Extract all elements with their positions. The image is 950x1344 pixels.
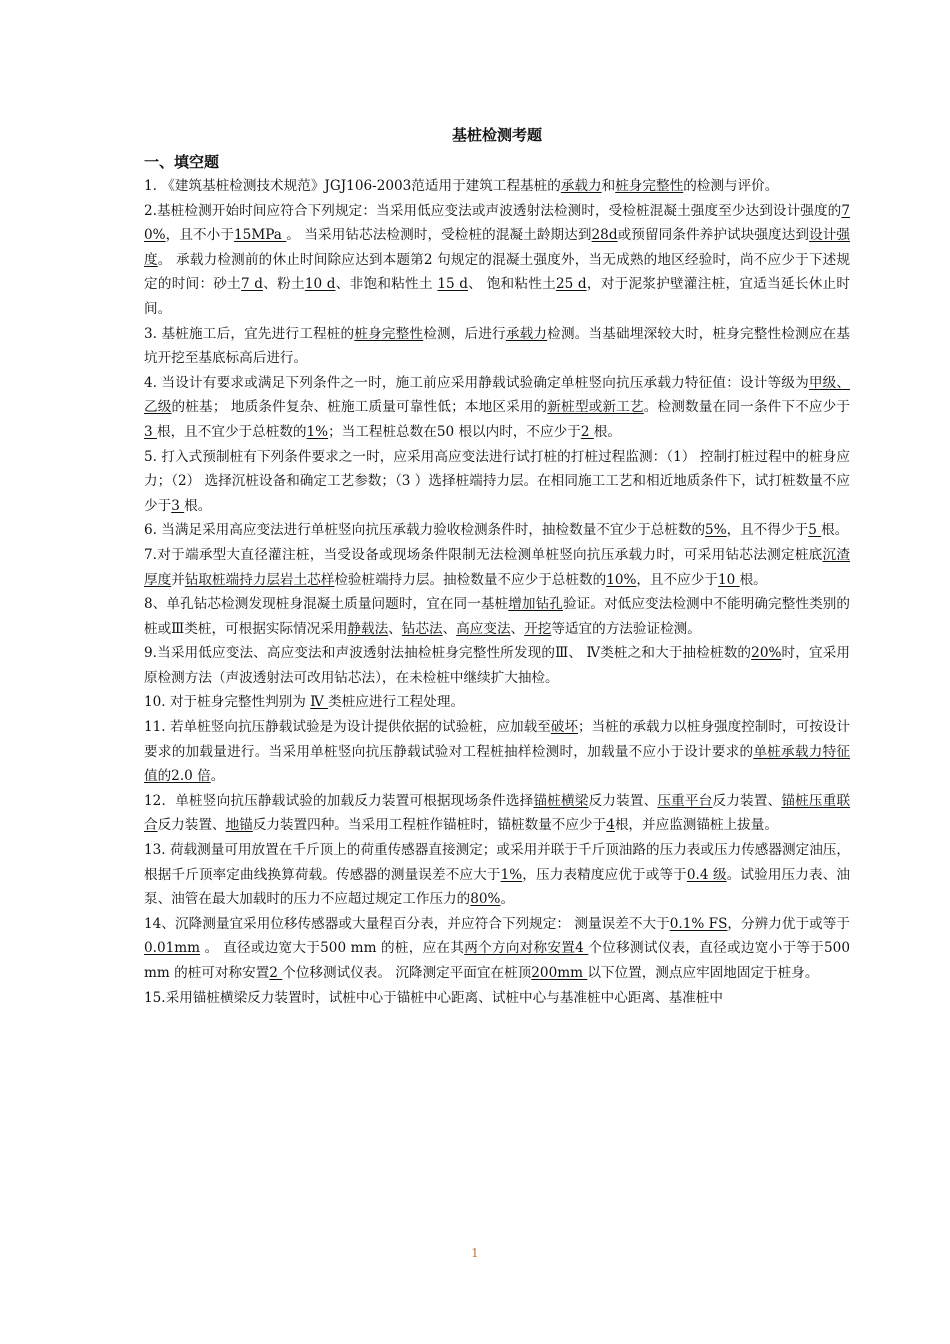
- answer-blank: 10 d: [304, 276, 336, 293]
- answer-blank: 锚桩横梁: [533, 792, 589, 809]
- question-text: ，且不应少于: [636, 571, 718, 588]
- question-text: 反力装置、: [157, 817, 226, 834]
- answer-blank: 7 d: [241, 276, 263, 293]
- question-text: 1. 《建筑基桩检测技术规范》JGJ106-2003范适用于建筑工程基桩的: [144, 178, 561, 194]
- answer-blank: 承载力: [505, 325, 548, 342]
- answer-blank: 2: [269, 965, 283, 981]
- question-text: ，且不得少于: [726, 522, 809, 539]
- question-text: 11. 若单桩竖向抗压静载试验是为设计提供依据的试验桩，应加载至: [144, 719, 551, 736]
- answer-blank: 70%: [144, 202, 850, 244]
- question-text: 2.基桩检测开始时间应符合下列规定：当采用低应变法或声波透射法检测时，受检桩混凝土强度至少达到设计强度的: [144, 202, 842, 219]
- question-text: 根，且不宜少于总桩数的: [156, 423, 307, 440]
- question-item: [144, 789, 850, 838]
- question-text: 。: [210, 768, 225, 785]
- answer-blank: 高应变法: [456, 620, 511, 637]
- document-title: 基桩检测考题: [451, 126, 542, 144]
- question-item: [144, 543, 850, 592]
- answer-blank: 桩身完整性: [615, 178, 684, 194]
- question-text: 检测，后进行: [423, 325, 506, 342]
- question-text: 。: [500, 891, 515, 908]
- question-text: 检验桩端持力层。抽检数量不应少于总桩数的: [334, 571, 607, 588]
- answer-blank: 200mm: [531, 965, 588, 981]
- question-text: 13. 荷载测量可用放置在千斤顶上的荷重传感器直接测定；或采用并联于千斤顶油路的压力表或压力传感器测定油压，根据千斤顶率定曲线换算荷载。传感器的测量误差不应大于: [144, 842, 850, 883]
- question-text: 、粉土: [263, 276, 305, 293]
- answer-blank: 锚桩压重联合: [144, 792, 851, 834]
- question-item: [144, 838, 850, 912]
- question-text: 时，宜采用原检测方法（声波透射法可改用钻芯法），在未检桩中继续扩大抽检。: [144, 645, 851, 686]
- answer-blank: 钻取桩端持力层岩土芯样: [184, 571, 335, 588]
- question-text: ，压力表精度应优于或等于: [522, 866, 687, 883]
- question-text: 类桩应进行工程处理。: [328, 694, 465, 711]
- question-text: 以下位置，测点应牢固地固定于桩身。: [587, 965, 819, 981]
- answer-blank: 开挖: [524, 620, 552, 637]
- question-text: 根。: [184, 497, 212, 514]
- answer-blank: 15MPa: [234, 227, 287, 244]
- question-text: 反力装置、: [588, 792, 658, 809]
- answer-blank: 地锚: [225, 817, 253, 834]
- answer-blank: 10%: [606, 571, 637, 588]
- question-text: ，对于泥浆护壁灌注桩，宜适当延长休止时间。: [144, 276, 851, 317]
- question-text: 根。: [593, 423, 621, 440]
- answer-blank: Ⅳ: [310, 694, 329, 711]
- answer-blank: 压重平台: [657, 792, 713, 809]
- question-text: 5. 打入式预制桩有下列条件要求之一时，应采用高应变法进行试打桩的打桩过程监测：（1） 控制打桩过程中的桩身应力；（2） 选择沉桩设备和确定工艺参数；（3 ）选择桩端持力层。在相同施工工艺和相近地质条件下，试打桩数量不应少于: [144, 448, 850, 514]
- question-text: 或预留同条件养护试块强度达到: [617, 227, 810, 244]
- answer-blank: 20%: [751, 645, 782, 662]
- question-text: 7.对于端承型大直径灌注桩，当受设备或现场条件限制无法检测单桩竖向抗压承载力时，可采用钻芯法测定桩底: [144, 546, 823, 563]
- section-heading: 一、填空题: [144, 153, 220, 171]
- answer-blank: 4: [606, 817, 615, 834]
- question-item: [144, 715, 850, 789]
- question-item: [144, 641, 850, 690]
- question-text: 、: [510, 620, 525, 637]
- answer-blank: 新桩型或新工艺: [547, 399, 644, 416]
- question-item: [144, 322, 850, 371]
- question-item: [144, 199, 850, 322]
- answer-blank: 28d: [591, 227, 618, 244]
- question-item: [144, 518, 850, 543]
- answer-blank: 1%: [306, 423, 329, 440]
- question-text: 、: [442, 620, 457, 637]
- question-item: [144, 371, 850, 445]
- question-item: [144, 986, 850, 1011]
- answer-blank: 单桩承载力特征值的2.0 倍: [144, 743, 851, 785]
- question-item: [144, 592, 850, 641]
- question-text: 根。: [739, 571, 767, 588]
- question-text: 的桩基； 地质条件复杂、桩施工质量可靠性低；本地区采用的: [171, 399, 548, 416]
- question-text: 反力装置、: [712, 792, 782, 809]
- answer-blank: 25 d: [556, 276, 587, 293]
- answer-blank: 增加钻孔: [508, 596, 563, 613]
- question-item: [144, 174, 850, 199]
- question-text: 反力装置四种。当采用工程桩作锚桩时，锚桩数量不应少于: [252, 817, 607, 834]
- question-text: 12．单桩竖向抗压静载试验的加载反力装置可根据现场条件选择: [144, 792, 534, 809]
- answer-blank: 2: [580, 423, 594, 440]
- answer-blank: 3: [144, 423, 157, 440]
- question-text: 个位移测试仪表。 沉降测定平面宜在桩顶: [282, 965, 532, 981]
- answer-blank: 0.4 级: [686, 866, 727, 883]
- page-number: 1: [471, 1246, 479, 1260]
- question-list: [144, 174, 850, 1010]
- question-text: 。 承载力检测前的休止时间除应达到本题第2 句规定的混凝土强度外，当无成熟的地区经验时，尚不应少于下述规定的时间：砂土: [144, 251, 851, 293]
- question-text: 10. 对于桩身完整性判别为: [144, 694, 311, 711]
- answer-blank: 钻芯法: [401, 620, 443, 637]
- question-text: ，且不小于: [165, 227, 235, 244]
- question-text: 和: [601, 178, 616, 194]
- answer-blank: 80%: [470, 891, 501, 908]
- question-text: 并: [171, 571, 185, 588]
- question-text: 验证。对低应变法检测中不能明确完整性类别的桩或Ⅲ类桩，可根据实际情况采用: [144, 596, 851, 637]
- question-text: 根。: [821, 522, 849, 539]
- question-text: 检测。当基础埋深较大时，桩身完整性检测应在基坑开挖至基底标高后进行。: [144, 325, 851, 367]
- answer-blank: 沉渣厚度: [144, 546, 851, 588]
- question-text: 根，并应监测锚桩上拔量。: [614, 817, 778, 834]
- question-text: 。检测数量在同一条件下不应少于: [643, 399, 851, 416]
- question-item: [144, 912, 850, 986]
- answer-blank: 承载力: [560, 178, 602, 194]
- question-text: 3. 基桩施工后，宜先进行工程桩的: [144, 325, 355, 342]
- question-text: 8、单孔钻芯检测发现桩身混凝土质量问题时，宜在同一基桩: [144, 596, 509, 613]
- answer-blank: 3: [171, 497, 185, 514]
- question-text: ，分辨力优于或等于: [727, 915, 851, 932]
- question-text: 、非饱和粘性土: [335, 276, 438, 293]
- answer-blank: 10: [717, 571, 740, 588]
- question-text: 、 饱和粘性土: [467, 276, 557, 293]
- question-item: [144, 445, 850, 519]
- question-text: 。 直径或边宽大于500 mm 的桩，应在其: [200, 940, 465, 957]
- answer-blank: 甲级、乙级: [144, 374, 851, 416]
- question-text: 。 当采用钻芯法检测时，受检桩的混凝土龄期达到: [286, 227, 592, 244]
- question-text: 9.当采用低应变法、高应变法和声波透射法抽检桩身完整性所发现的Ⅲ、 Ⅳ类桩之和大于抽检桩数的: [144, 645, 752, 662]
- answer-blank: 15 d: [437, 276, 468, 293]
- question-text: 等适宜的方法验证检测。: [551, 620, 701, 637]
- question-text: 6. 当满足采用高应变法进行单桩竖向抗压承载力验收检测条件时，抽检数量不宜少于总桩数的: [144, 522, 706, 539]
- question-text: 、: [388, 620, 402, 637]
- question-text: ；当工程桩总数在50 根以内时，不应少于: [328, 423, 581, 440]
- answer-blank: 0.1% FS: [669, 915, 728, 932]
- question-text: 个位移测试仪表，直径或边宽小于等于500mm 的桩可对称安置: [144, 940, 850, 981]
- question-text: ；当桩的承载力以桩身强度控制时，可按设计要求的加载量进行。当采用单桩竖向抗压静载试验对工程桩抽样检测时，加载量不应小于设计要求的: [144, 719, 851, 760]
- question-text: 4. 当设计有要求或满足下列条件之一时，施工前应采用静载试验确定单桩竖向抗压承载力特征值：设计等级为: [144, 374, 809, 391]
- question-text: 的检测与评价。: [683, 178, 779, 194]
- answer-blank: 5: [808, 522, 822, 539]
- answer-blank: 0.01mm: [144, 940, 201, 957]
- question-item: [144, 690, 850, 715]
- answer-blank: 静载法: [347, 620, 389, 637]
- answer-blank: 破坏: [550, 719, 578, 736]
- question-text: 。试验用压力表、油泵、油管在最大加载时的压力不应超过规定工作压力的: [144, 866, 851, 908]
- answer-blank: 两个方向对称安置4: [464, 940, 589, 957]
- document-body: [144, 124, 850, 1010]
- question-text: 14、沉降测量宜采用位移传感器或大量程百分表，并应符合下列规定： 测量误差不大于: [144, 915, 670, 932]
- answer-blank: 1%: [500, 866, 523, 883]
- answer-blank: 设计强度: [144, 227, 851, 268]
- answer-blank: 5%: [705, 522, 727, 539]
- question-text: 15.采用锚桩横梁反力装置时，试桩中心于锚桩中心距离、试桩中心与基准桩中心距离、基准桩中: [144, 989, 723, 1006]
- answer-blank: 桩身完整性: [354, 325, 424, 342]
